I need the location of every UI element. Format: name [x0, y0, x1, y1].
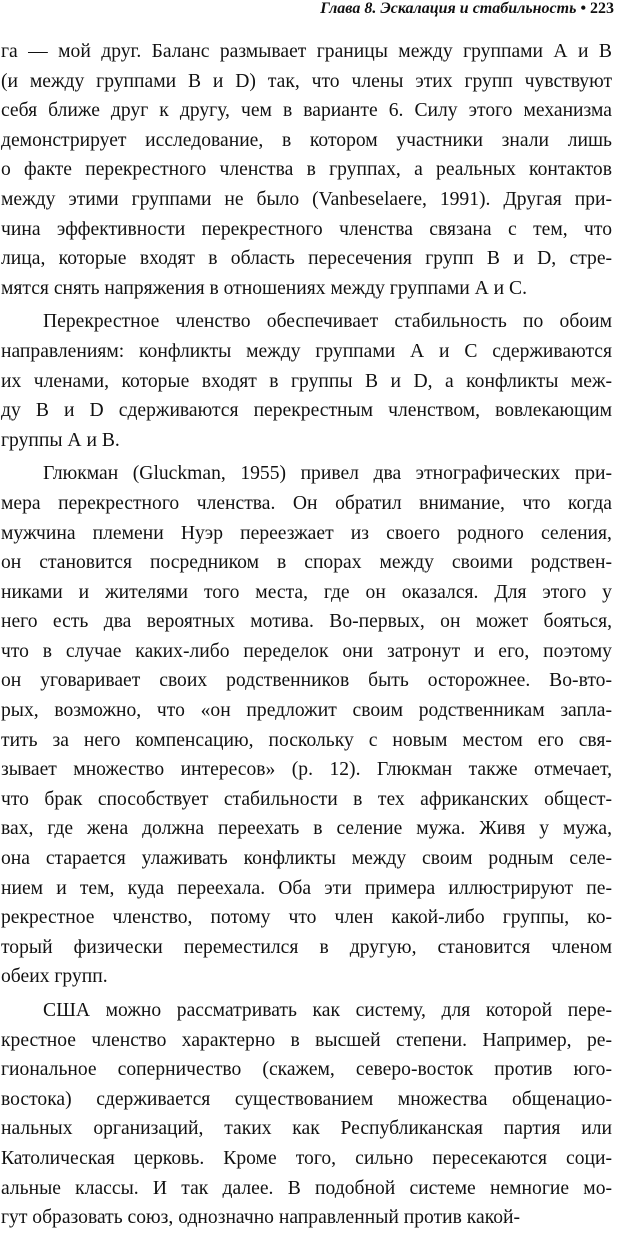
text-line: рых, возможно, что «он предложит своим родственникам запла- [1, 700, 612, 722]
text-line: крестное членство характерно в высшей степени. Например, ре- [1, 1029, 612, 1051]
text-line: га — мой друг. Баланс размывает границы между группами А и В [1, 41, 612, 62]
text-line: что брак способствует стабильности в тех африканских общест- [1, 788, 612, 810]
text-line: востока) сдерживается существованием множества общенацио- [1, 1088, 612, 1110]
text-line: себя ближе друг к другу, чем в варианте 6. Силу этого механизма [1, 100, 612, 122]
text-line: нием и тем, куда переехала. Оба эти примера иллюстрируют пе- [1, 877, 612, 899]
text-line: нальных организаций, таких как Республиканская партия или [1, 1118, 612, 1140]
text-line: него есть два вероятных мотива. Во-первых, он может бояться, [1, 611, 613, 633]
header-bullet: • [580, 0, 586, 17]
text-line: мужчина племени Нуэр переезжает из своего родного селения, [1, 522, 612, 544]
text-line: мятся снять напряжения в отношениях между группами А и С. [1, 277, 528, 299]
text-line: он становится посредником в спорах между своими родствен- [1, 552, 612, 574]
body-text [1, 37, 620, 1233]
text-line: мера перекрестного членства. Он обратил внимание, что когда [1, 492, 612, 514]
chapter-title: Глава 8. Эскалация и стабильность [320, 0, 577, 17]
text-line: направлениям: конфликты между группами А и С сдерживаются [1, 340, 612, 362]
text-line: торый физически переместился в другую, становится членом [1, 936, 613, 958]
paragraph [1, 307, 620, 455]
text-line: лица, которые входят в область пересечения групп В и D, стре- [1, 248, 613, 270]
text-line: между этими группами не было (Vanbeselaere, 1991). Другая при- [1, 188, 613, 210]
text-line: их членами, которые входят в группы В и D, а конфликты меж- [1, 370, 613, 392]
text-line: вах, где жена должна переехать в селение мужа. Живя у мужа, [1, 818, 613, 840]
text-line: о факте перекрестного членства в группах, а реальных контактов [1, 159, 612, 181]
text-line: никами и жителями того места, где он оказался. Для этого у [1, 581, 612, 603]
text-line: ду В и D сдерживаются перекрестным членством, вовлекающим [1, 400, 613, 422]
text-line: Перекрестное членство обеспечивает стабильность по обоим [43, 311, 612, 333]
text-line: тить за него компенсацию, поскольку с новым местом его свя- [1, 729, 612, 751]
text-line: (и между группами В и D) так, что члены этих групп чувствуют [1, 70, 613, 92]
text-line: демонстрирует исследование, в котором участники знали лишь [1, 129, 612, 151]
text-line: группы А и В. [1, 429, 120, 451]
text-line: рекрестное членство, потому что член какой-либо группы, ко- [1, 907, 613, 929]
text-line: зывает множество интересов» (р. 12). Глюкман также отмечает, [1, 759, 612, 781]
text-line: она старается улаживать конфликты между своим родным селе- [1, 848, 612, 870]
text-line: обеих групп. [1, 966, 108, 988]
text-line: он уговаривает своих родственников быть осторожнее. Во-вто- [1, 670, 612, 692]
text-line: альные классы. И так далее. В подобной системе немногие мо- [1, 1177, 613, 1199]
paragraph [1, 459, 620, 992]
page-number: 223 [590, 0, 614, 17]
text-line: гут образовать союз, однозначно направленный против какой- [1, 1207, 521, 1229]
running-header [320, 0, 614, 18]
text-line: гиональное соперничество (скажем, северо-восток против юго- [1, 1059, 613, 1081]
text-line: США можно рассматривать как систему, для которой пере- [43, 1000, 613, 1021]
paragraph [1, 37, 620, 303]
text-line: что в случае каких-либо переделок они затронут и его, поэтому [1, 640, 612, 662]
paragraph [1, 996, 620, 1233]
text-line: Католическая церковь. Кроме того, сильно пересекаются соци- [1, 1147, 613, 1169]
text-line: чина эффективности перекрестного членства связана с тем, что [1, 218, 613, 240]
text-line: Глюкман (Gluckman, 1955) привел два этнографических при- [43, 463, 612, 485]
